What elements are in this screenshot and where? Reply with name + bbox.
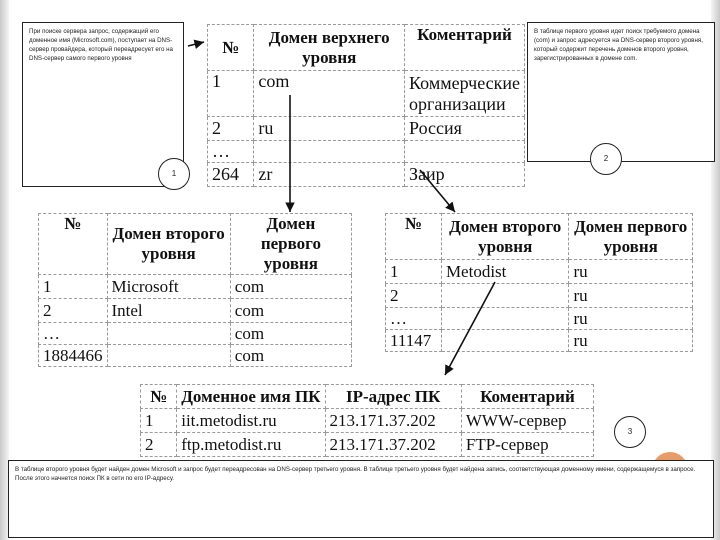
cell-number: … (386, 308, 442, 330)
col-header-comment: Коментарий (405, 25, 525, 71)
cell-number: 1 (141, 409, 177, 433)
cell-number: 1 (386, 260, 442, 284)
col-header-number: № (386, 214, 442, 260)
cell-number: 1 (39, 275, 108, 299)
cell-first-domain: com (230, 299, 351, 323)
cell-comment: Коммерческие организации (405, 71, 525, 117)
cell-first-domain: com (230, 345, 351, 367)
cell-number: 1884466 (39, 345, 108, 367)
col-header-ip-address: IP-адрес ПК (325, 385, 461, 409)
note-step-3-text: В таблице второго уровня будет найден домен Microsoft и запрос будет переадресован на DNS-сервер третьего уровня. В таблице третьего уровня будет найдена запись, соответствующая доменному имени, содержащемуся в запросе. После этого начнется поиск ПК в сети по его IP-адресу. (15, 466, 696, 482)
col-header-second-domain: Домен второго уровня (107, 214, 230, 275)
col-header-number: № (208, 25, 254, 71)
arrow-metodist-to-host-table (445, 282, 495, 375)
cell-number: 264 (208, 163, 254, 187)
cell-first-domain: ru (569, 260, 693, 284)
cell-second-domain: Intel (107, 299, 230, 323)
step-marker-3: 3 (614, 416, 646, 448)
cell-domain: com (254, 71, 405, 117)
cell-number: 2 (208, 117, 254, 141)
col-header-first-domain: Домен первого уровня (230, 214, 351, 275)
cell-second-domain: Metodist (441, 260, 569, 284)
cell-number: 2 (141, 433, 177, 457)
cell-host-name: iit.metodist.ru (177, 409, 325, 433)
cell-number: 11147 (386, 330, 442, 352)
note-step-1-text: При поиске сервера запрос, содержащий его доменное имя (Microsoft.com), поступает на DNS-сервер провайдера, который переадресует его на DNS-сервер самого первого уровня (29, 28, 173, 62)
cell-ip-address: 213.171.37.202 (325, 409, 461, 433)
cell-number: … (208, 141, 254, 163)
step-marker-1: 1 (158, 158, 190, 190)
arrow-ru-to-right-table (420, 170, 455, 212)
cell-comment: Россия (405, 117, 525, 141)
col-header-number: № (141, 385, 177, 409)
cell-number: 1 (208, 71, 254, 117)
col-header-number: № (39, 214, 108, 275)
cell-second-domain: Microsoft (107, 275, 230, 299)
cell-first-domain: ru (569, 330, 693, 352)
col-header-second-domain: Домен второго уровня (441, 214, 569, 260)
cell-number: 2 (39, 299, 108, 323)
cell-comment: Заир (405, 163, 525, 187)
cell-first-domain: com (230, 323, 351, 345)
arrow-note1-to-top-table (188, 42, 204, 46)
cell-domain: zr (254, 163, 405, 187)
note-step-2-text: В таблице первого уровня идет поиск требуемого домена (com) и запрос адресуется на DNS-сервер второго уровня, который содержит перечень доменов второго уровня, зарегистрированных в домене com. (534, 28, 703, 62)
cell-number: … (39, 323, 108, 345)
col-header-top-domain: Домен верхнего уровня (254, 25, 405, 71)
col-header-first-domain: Домен первого уровня (569, 214, 693, 260)
cell-comment: WWW-сервер (461, 409, 593, 433)
col-header-comment: Коментарий (461, 385, 593, 409)
cell-host-name: ftp.metodist.ru (177, 433, 325, 457)
cell-first-domain: com (230, 275, 351, 299)
step-marker-2: 2 (590, 143, 622, 175)
cell-ip-address: 213.171.37.202 (325, 433, 461, 457)
cell-number: 2 (386, 284, 442, 308)
cell-first-domain: ru (569, 284, 693, 308)
col-header-host-name: Доменное имя ПК (177, 385, 325, 409)
cell-domain: ru (254, 117, 405, 141)
cell-comment: FTP-сервер (461, 433, 593, 457)
cell-first-domain: ru (569, 308, 693, 330)
